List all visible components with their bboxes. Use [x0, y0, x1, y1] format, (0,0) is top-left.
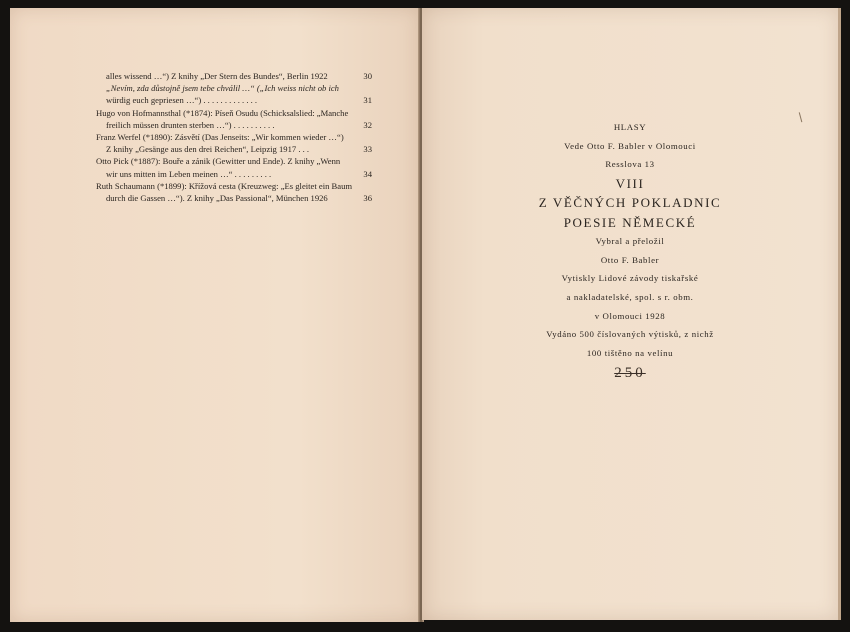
- printer-line-2: a nakladatelské, spol. s r. obm.: [566, 292, 694, 303]
- address: Resslova 13: [605, 159, 655, 170]
- toc-page-number: 33: [363, 144, 372, 155]
- toc-line: Otto Pick (*1887): Bouře a zánik (Gewitter und Ende). Z knihy „Wenn: [96, 156, 341, 167]
- place-year: v Olomouci 1928: [594, 310, 666, 321]
- table-of-contents: [96, 70, 372, 204]
- toc-line: Hugo von Hofmannsthal (*1874): Píseň Osudu (Schicksalslied: „Manche: [96, 107, 349, 118]
- toc-line: Franz Werfel (*1890): Zásvětí (Das Jenseits: „Wir kommen wieder …“): [96, 132, 344, 143]
- toc-line: „Nevím, zda důstojně jsem tebe chválil …“ („Ich weiss nicht ob ich: [106, 83, 339, 94]
- editor-line: Vede Otto F. Babler v Olomouci: [564, 140, 696, 151]
- selected-by: Vybral a přeložil: [595, 236, 665, 247]
- volume-number: VIII: [615, 175, 645, 191]
- toc-page-number: 32: [363, 119, 372, 130]
- toc-page-number: 30: [363, 71, 372, 81]
- toc-page-number: 36: [363, 193, 372, 204]
- toc-line: alles wissend …“) Z knihy „Der Stern des Bundes“, Berlin 1922 30: [106, 71, 372, 81]
- toc-page-number: 31: [363, 95, 372, 106]
- series-name: HLASY: [613, 122, 647, 132]
- toc-line: Z knihy „Gesänge aus den drei Reichen“, Leipzig 1917 . . . 33: [106, 144, 372, 155]
- edition-line-1: Vydáno 500 číslovaných výtisků, z nichž: [546, 329, 714, 340]
- copy-number: 250: [614, 365, 646, 382]
- toc-line: durch die Gassen …“). Z knihy „Das Passional“, München 1926 36: [106, 193, 372, 204]
- printer-line-1: Vytiskly Lidové závody tiskařské: [561, 273, 699, 284]
- toc-line: würdig euch gepriesen …“) . . . . . . . . . . . . . 31: [106, 95, 372, 106]
- toc-page-number: 34: [363, 168, 372, 179]
- translator-name: Otto F. Babler: [600, 254, 660, 265]
- toc-line: freilich müssen drunten sterben …“) . . . . . . . . . . 32: [106, 119, 372, 130]
- edition-line-2: 100 tištěno na velínu: [586, 347, 674, 358]
- book-title-line-2: POESIE NĚMECKÉ: [563, 214, 697, 230]
- book-title-line-1: Z VĚČNÝCH POKLADNIC: [538, 195, 722, 211]
- colophon: [422, 118, 838, 384]
- toc-line: wir uns mitten im Leben meinen …“ . . . . . . . . . 34: [106, 168, 372, 179]
- toc-line: Ruth Schaumann (*1899): Křížová cesta (Kreuzweg: „Es gleitet ein Baum: [96, 180, 353, 191]
